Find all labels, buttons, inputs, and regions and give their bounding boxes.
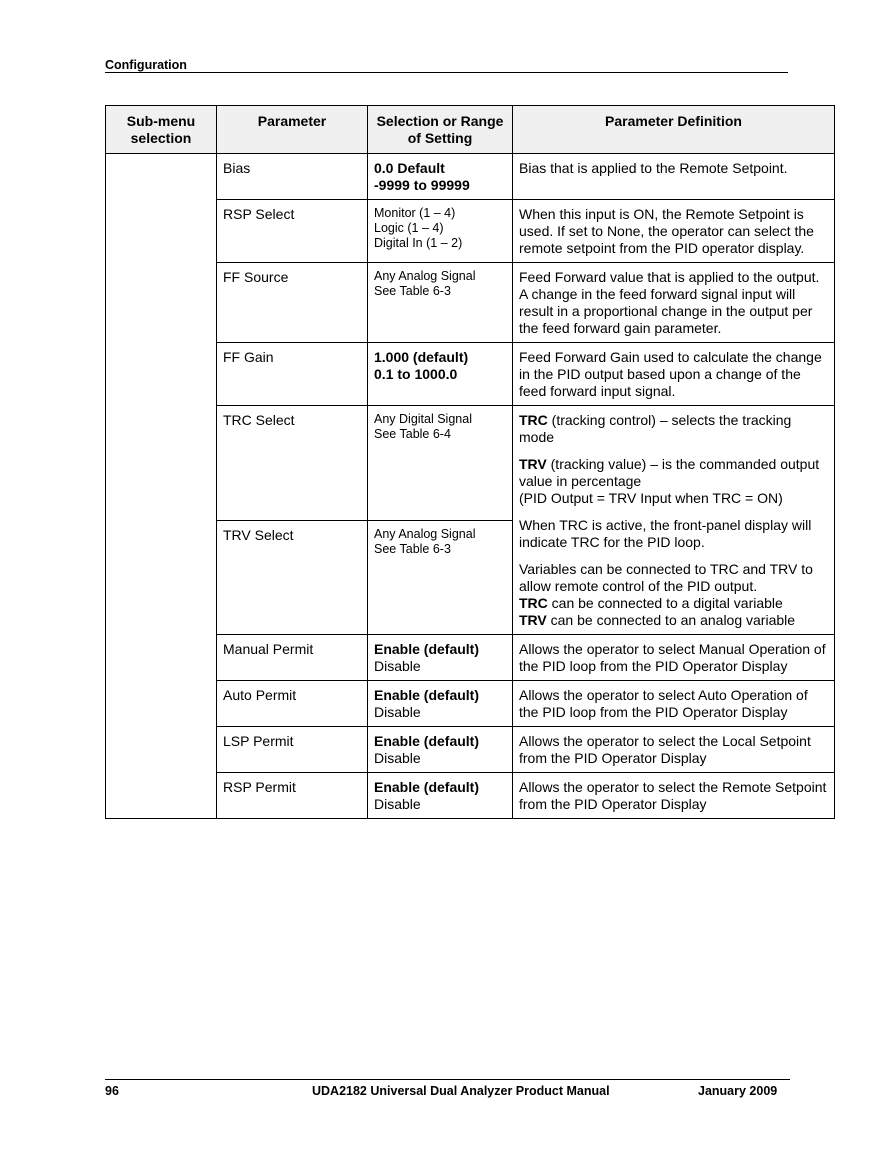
- definition-text: (PID Output = TRV Input when TRC = ON): [519, 490, 783, 506]
- definition-cell: Allows the operator to select the Remote Setpoint from the PID Operator Display: [513, 773, 835, 819]
- page-header: [105, 58, 788, 73]
- selection-value: Enable (default): [374, 779, 480, 795]
- selection-cell: [368, 406, 513, 521]
- selection-value: Any Analog Signal: [374, 526, 476, 541]
- term: TRV: [519, 456, 547, 472]
- term: TRC: [519, 412, 548, 428]
- definition-text: Variables can be connected to TRC and TRV to allow remote control of the PID output.: [519, 561, 813, 594]
- publication-date: January 2009: [698, 1084, 778, 1098]
- selection-cell: [368, 263, 513, 343]
- definition-cell: Allows the operator to select Auto Operation of the PID loop from the PID Operator Display: [513, 681, 835, 727]
- parameter-table: [105, 105, 835, 819]
- definition-paragraph: [519, 456, 828, 507]
- page-number: 96: [105, 1084, 119, 1098]
- selection-value: -9999 to 99999: [374, 177, 470, 193]
- footer-divider: [105, 1079, 790, 1080]
- manual-title: UDA2182 Universal Dual Analyzer Product Manual: [312, 1084, 610, 1098]
- parameter-name: LSP Permit: [217, 727, 368, 773]
- definition-cell: Feed Forward Gain used to calculate the change in the PID output based upon a change of the feed forward input signal.: [513, 343, 835, 406]
- selection-value: 1.000 (default): [374, 349, 469, 365]
- selection-value: Disable: [374, 704, 421, 720]
- parameter-name: RSP Permit: [217, 773, 368, 819]
- term: TRC: [519, 595, 548, 611]
- selection-value: See Table 6-3: [374, 284, 451, 298]
- table-row: [106, 154, 835, 200]
- parameter-name: TRV Select: [217, 520, 368, 635]
- definition-text: can be connected to an analog variable: [546, 612, 796, 628]
- selection-cell: [368, 681, 513, 727]
- column-header: Sub-menu selection: [106, 106, 217, 154]
- definition-cell: Allows the operator to select the Local Setpoint from the PID Operator Display: [513, 727, 835, 773]
- selection-cell: [368, 520, 513, 635]
- definition-cell: Bias that is applied to the Remote Setpoint.: [513, 154, 835, 200]
- selection-value: Logic (1 – 4): [374, 221, 444, 235]
- selection-value: Digital In (1 – 2): [374, 236, 463, 250]
- selection-value: Monitor (1 – 4): [374, 206, 456, 220]
- definition-paragraph: [519, 412, 828, 446]
- definition-cell: [513, 406, 835, 635]
- selection-value: Any Digital Signal: [374, 412, 472, 426]
- selection-cell: [368, 635, 513, 681]
- definition-paragraph: When TRC is active, the front-panel display will indicate TRC for the PID loop.: [519, 517, 812, 550]
- term: TRV: [519, 612, 547, 628]
- definition-cell: When this input is ON, the Remote Setpoint is used. If set to None, the operator can select the remote setpoint from the PID operator display.: [513, 200, 835, 263]
- definition-text: (tracking control) – selects the tracking mode: [519, 412, 792, 445]
- column-header: Selection or Range of Setting: [368, 106, 513, 154]
- definition-text: (tracking value) – is the commanded output value in percentage: [519, 456, 820, 489]
- parameter-name: Bias: [217, 154, 368, 200]
- parameter-name: RSP Select: [217, 200, 368, 263]
- selection-value: Enable (default): [374, 733, 480, 749]
- selection-value: See Table 6-3: [374, 541, 451, 556]
- parameter-name: FF Gain: [217, 343, 368, 406]
- selection-cell: [368, 154, 513, 200]
- parameter-name: TRC Select: [217, 406, 368, 521]
- parameter-name: Manual Permit: [217, 635, 368, 681]
- selection-cell: [368, 773, 513, 819]
- definition-cell: Allows the operator to select Manual Operation of the PID loop from the PID Operator Display: [513, 635, 835, 681]
- column-header: Parameter: [217, 106, 368, 154]
- selection-value: 0.0 Default: [374, 160, 445, 176]
- selection-value: Enable (default): [374, 641, 480, 657]
- parameter-name: Auto Permit: [217, 681, 368, 727]
- definition-paragraph: [519, 561, 828, 629]
- selection-cell: [368, 200, 513, 263]
- section-title: Configuration: [105, 58, 187, 72]
- parameter-name: FF Source: [217, 263, 368, 343]
- definition-text: can be connected to a digital variable: [547, 595, 783, 611]
- submenu-cell: [106, 154, 217, 819]
- selection-value: Disable: [374, 796, 421, 812]
- selection-value: Disable: [374, 658, 421, 674]
- selection-value: Enable (default): [374, 687, 480, 703]
- table-header-row: [106, 106, 835, 154]
- selection-value: Any Analog Signal: [374, 269, 476, 283]
- selection-cell: [368, 343, 513, 406]
- column-header: Parameter Definition: [513, 106, 835, 154]
- selection-value: Disable: [374, 750, 421, 766]
- definition-cell: Feed Forward value that is applied to the output. A change in the feed forward signal input will result in a proportional change in the output per the feed forward gain parameter.: [513, 263, 835, 343]
- selection-value: 0.1 to 1000.0: [374, 366, 458, 382]
- selection-cell: [368, 727, 513, 773]
- selection-value: See Table 6-4: [374, 427, 451, 441]
